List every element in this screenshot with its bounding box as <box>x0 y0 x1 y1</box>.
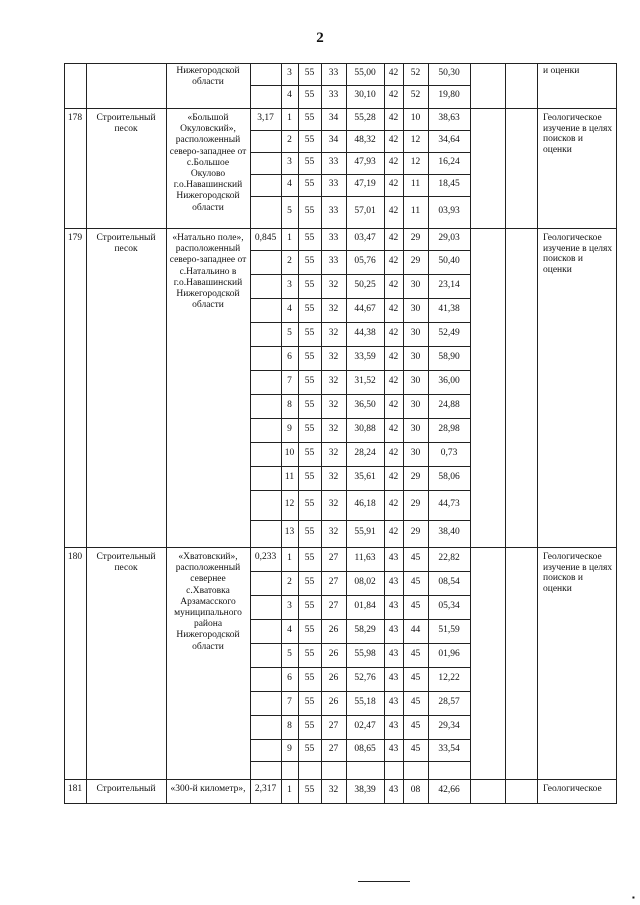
point-n: 10 <box>284 448 295 458</box>
point-deg_n: 55 <box>304 233 315 243</box>
deposit-description: «Хватовский», расположенный севернее с.Хватовка Арзамасского муниципального района Нижегородской области <box>174 552 242 652</box>
point-deg_e: 42 <box>388 304 399 314</box>
work-purpose: и оценки <box>543 66 580 76</box>
point-min_n: 33 <box>328 233 339 243</box>
point-rule <box>250 370 470 371</box>
point-sec_n: 58,29 <box>354 625 376 635</box>
point-deg_e: 42 <box>388 472 399 482</box>
point-rule <box>250 196 470 197</box>
point-deg_n: 55 <box>304 649 315 659</box>
point-min_e: 30 <box>410 400 421 410</box>
point-min_n: 32 <box>328 448 339 458</box>
point-sec_e: 52,49 <box>438 328 460 338</box>
point-sec_n: 30,88 <box>354 424 376 434</box>
point-sec_n: 02,47 <box>354 721 376 731</box>
point-sec_e: 05,34 <box>438 601 460 611</box>
point-min_e: 30 <box>410 376 421 386</box>
point-sec_e: 41,38 <box>438 304 460 314</box>
row-number: 179 <box>67 233 83 243</box>
point-sec_n: 57,01 <box>354 206 376 216</box>
point-n: 5 <box>287 649 292 659</box>
point-sec_n: 52,76 <box>354 673 376 683</box>
point-min_e: 45 <box>410 649 421 659</box>
point-sec_e: 01,96 <box>438 649 460 659</box>
point-deg_n: 55 <box>304 400 315 410</box>
point-deg_n: 55 <box>304 90 315 100</box>
point-min_n: 33 <box>328 206 339 216</box>
point-sec_e: 18,45 <box>438 179 460 189</box>
point-min_n: 27 <box>328 721 339 731</box>
point-min_n: 32 <box>328 280 339 290</box>
point-min_n: 32 <box>328 785 339 795</box>
point-deg_n: 55 <box>304 280 315 290</box>
column-rule-11 <box>470 63 471 803</box>
point-min_n: 27 <box>328 553 339 563</box>
point-min_e: 29 <box>410 256 421 266</box>
point-min_n: 33 <box>328 68 339 78</box>
point-min_e: 12 <box>410 157 421 167</box>
point-n: 3 <box>287 280 292 290</box>
point-deg_n: 55 <box>304 527 315 537</box>
point-sec_n: 50,25 <box>354 280 376 290</box>
work-purpose: Геологическое <box>543 784 602 794</box>
point-min_n: 26 <box>328 649 339 659</box>
point-min_n: 34 <box>328 135 339 145</box>
point-n: 1 <box>287 113 292 123</box>
point-min_e: 08 <box>410 785 421 795</box>
point-deg_e: 42 <box>388 68 399 78</box>
point-sec_e: 33,54 <box>438 744 460 754</box>
point-deg_n: 55 <box>304 206 315 216</box>
point-deg_n: 55 <box>304 721 315 731</box>
point-deg_e: 43 <box>388 577 399 587</box>
point-n: 4 <box>287 304 292 314</box>
point-deg_n: 55 <box>304 179 315 189</box>
point-sec_n: 46,18 <box>354 499 376 509</box>
point-rule <box>250 394 470 395</box>
point-min_e: 45 <box>410 697 421 707</box>
mineral-type: Строительный <box>96 784 156 794</box>
point-min_e: 29 <box>410 233 421 243</box>
column-rule-2 <box>166 63 167 803</box>
point-rule <box>250 442 470 443</box>
point-rule <box>250 571 470 572</box>
point-sec_n: 31,52 <box>354 376 376 386</box>
area-value: 3,17 <box>257 113 274 123</box>
point-rule <box>250 761 470 762</box>
point-min_n: 32 <box>328 304 339 314</box>
point-min_n: 33 <box>328 256 339 266</box>
point-deg_n: 55 <box>304 113 315 123</box>
point-deg_e: 43 <box>388 785 399 795</box>
point-min_n: 27 <box>328 744 339 754</box>
point-sec_e: 08,54 <box>438 577 460 587</box>
point-rule <box>250 322 470 323</box>
point-rule <box>250 130 470 131</box>
point-rule <box>250 619 470 620</box>
point-deg_e: 42 <box>388 527 399 537</box>
point-rule <box>250 174 470 175</box>
point-n: 9 <box>287 424 292 434</box>
point-deg_e: 42 <box>388 424 399 434</box>
point-sec_e: 36,00 <box>438 376 460 386</box>
point-min_e: 45 <box>410 577 421 587</box>
point-min_n: 33 <box>328 157 339 167</box>
row-number: 180 <box>67 552 83 562</box>
point-sec_n: 55,98 <box>354 649 376 659</box>
point-n: 2 <box>287 577 292 587</box>
point-sec_n: 38,39 <box>354 785 376 795</box>
point-deg_n: 55 <box>304 68 315 78</box>
row-rule <box>64 547 617 548</box>
point-sec_e: 42,66 <box>438 785 460 795</box>
point-rule <box>250 490 470 491</box>
point-min_e: 11 <box>410 206 421 216</box>
point-rule <box>250 152 470 153</box>
point-sec_n: 05,76 <box>354 256 376 266</box>
point-min_n: 32 <box>328 376 339 386</box>
point-deg_e: 43 <box>388 744 399 754</box>
point-min_e: 30 <box>410 352 421 362</box>
point-deg_n: 55 <box>304 553 315 563</box>
mineral-type: Строительный песок <box>96 113 156 135</box>
point-sec_n: 47,19 <box>354 179 376 189</box>
point-rule <box>250 715 470 716</box>
point-min_n: 26 <box>328 625 339 635</box>
point-rule <box>250 418 470 419</box>
point-rule <box>250 739 470 740</box>
area-value: 0,233 <box>254 552 277 562</box>
point-sec_e: 19,80 <box>438 90 460 100</box>
point-n: 13 <box>284 527 295 537</box>
point-sec_e: 29,34 <box>438 721 460 731</box>
point-deg_n: 55 <box>304 625 315 635</box>
footer-rule <box>358 881 410 882</box>
column-rule-12 <box>505 63 506 803</box>
point-n: 1 <box>287 233 292 243</box>
point-sec_n: 33,59 <box>354 352 376 362</box>
point-min_e: 30 <box>410 448 421 458</box>
point-min_e: 45 <box>410 553 421 563</box>
point-min_e: 11 <box>410 179 421 189</box>
column-rule-13 <box>537 63 538 803</box>
point-min_e: 45 <box>410 744 421 754</box>
point-deg_e: 42 <box>388 179 399 189</box>
point-n: 12 <box>284 499 295 509</box>
point-min_e: 30 <box>410 280 421 290</box>
point-min_e: 29 <box>410 472 421 482</box>
point-sec_e: 58,06 <box>438 472 460 482</box>
point-sec_e: 16,24 <box>438 157 460 167</box>
point-n: 3 <box>287 157 292 167</box>
point-sec_e: 50,30 <box>438 68 460 78</box>
row-rule <box>64 228 617 229</box>
point-sec_e: 22,82 <box>438 553 460 563</box>
point-min_n: 32 <box>328 328 339 338</box>
row-number: 178 <box>67 113 83 123</box>
point-n: 8 <box>287 721 292 731</box>
point-n: 1 <box>287 553 292 563</box>
column-rule-14 <box>616 63 617 803</box>
point-deg_e: 43 <box>388 673 399 683</box>
point-deg_e: 42 <box>388 113 399 123</box>
point-deg_n: 55 <box>304 135 315 145</box>
column-rule-1 <box>86 63 87 803</box>
point-n: 3 <box>287 68 292 78</box>
point-deg_e: 43 <box>388 649 399 659</box>
point-deg_n: 55 <box>304 499 315 509</box>
point-sec_e: 34,64 <box>438 135 460 145</box>
column-rule-0 <box>64 63 65 803</box>
work-purpose: Геологическое изучение в целях поисков и оценки <box>543 113 613 155</box>
deposit-description: «Большой Окуловский», расположенный северо-западнее от с.Большое Окулово г.о.Навашинский Нижегородской области <box>169 113 247 213</box>
point-sec_n: 48,32 <box>354 135 376 145</box>
point-sec_e: 0,73 <box>440 448 458 458</box>
point-sec_n: 08,02 <box>354 577 376 587</box>
point-n: 3 <box>287 601 292 611</box>
mineral-type: Строительный песок <box>96 233 156 255</box>
deposit-description: Нижегородской области <box>176 66 240 88</box>
point-min_n: 26 <box>328 673 339 683</box>
point-n: 1 <box>287 785 292 795</box>
point-sec_e: 28,98 <box>438 424 460 434</box>
point-deg_e: 42 <box>388 206 399 216</box>
point-deg_e: 43 <box>388 553 399 563</box>
point-min_n: 32 <box>328 400 339 410</box>
point-sec_e: 24,88 <box>438 400 460 410</box>
point-deg_e: 43 <box>388 625 399 635</box>
point-sec_n: 44,67 <box>354 304 376 314</box>
point-deg_n: 55 <box>304 673 315 683</box>
point-n: 5 <box>287 206 292 216</box>
point-n: 11 <box>284 472 295 482</box>
point-min_n: 32 <box>328 527 339 537</box>
point-sec_e: 58,90 <box>438 352 460 362</box>
point-deg_e: 42 <box>388 352 399 362</box>
point-deg_e: 43 <box>388 721 399 731</box>
point-deg_e: 42 <box>388 280 399 290</box>
point-sec_n: 55,28 <box>354 113 376 123</box>
point-sec_e: 38,40 <box>438 527 460 537</box>
point-deg_n: 55 <box>304 328 315 338</box>
point-min_n: 26 <box>328 697 339 707</box>
point-sec_n: 35,61 <box>354 472 376 482</box>
point-deg_n: 55 <box>304 304 315 314</box>
point-n: 6 <box>287 673 292 683</box>
point-deg_e: 42 <box>388 448 399 458</box>
point-min_e: 52 <box>410 90 421 100</box>
point-n: 2 <box>287 256 292 266</box>
deposit-description: «300-й километр», <box>170 784 246 794</box>
point-sec_e: 44,73 <box>438 499 460 509</box>
point-sec_n: 03,47 <box>354 233 376 243</box>
point-deg_e: 43 <box>388 601 399 611</box>
point-min_e: 44 <box>410 625 421 635</box>
point-rule <box>250 520 470 521</box>
point-min_e: 52 <box>410 68 421 78</box>
point-deg_e: 42 <box>388 499 399 509</box>
point-deg_e: 42 <box>388 256 399 266</box>
point-sec_n: 55,18 <box>354 697 376 707</box>
point-sec_e: 50,40 <box>438 256 460 266</box>
area-value: 0,845 <box>254 233 277 243</box>
point-deg_n: 55 <box>304 744 315 754</box>
point-rule <box>250 346 470 347</box>
point-deg_e: 42 <box>388 90 399 100</box>
point-deg_n: 55 <box>304 424 315 434</box>
point-n: 4 <box>287 90 292 100</box>
point-sec_n: 08,65 <box>354 744 376 754</box>
point-deg_n: 55 <box>304 577 315 587</box>
point-rule <box>250 691 470 692</box>
point-rule <box>250 643 470 644</box>
point-sec_n: 11,63 <box>354 553 376 563</box>
point-deg_n: 55 <box>304 448 315 458</box>
point-min_n: 33 <box>328 179 339 189</box>
area-value: 2,317 <box>254 784 277 794</box>
point-sec_n: 28,24 <box>354 448 376 458</box>
point-min_e: 45 <box>410 721 421 731</box>
point-n: 4 <box>287 625 292 635</box>
point-deg_n: 55 <box>304 697 315 707</box>
point-n: 2 <box>287 135 292 145</box>
point-min_e: 45 <box>410 601 421 611</box>
point-min_n: 32 <box>328 424 339 434</box>
point-min_n: 32 <box>328 352 339 362</box>
page-number: 2 <box>316 30 324 46</box>
point-deg_n: 55 <box>304 256 315 266</box>
corner-mark: ▪ <box>632 893 635 902</box>
point-sec_e: 23,14 <box>438 280 460 290</box>
work-purpose: Геологическое изучение в целях поисков и оценки <box>543 552 613 594</box>
point-n: 9 <box>287 744 292 754</box>
point-min_n: 27 <box>328 601 339 611</box>
point-n: 4 <box>287 179 292 189</box>
point-deg_n: 55 <box>304 601 315 611</box>
point-sec_n: 01,84 <box>354 601 376 611</box>
point-deg_e: 42 <box>388 135 399 145</box>
point-n: 6 <box>287 352 292 362</box>
point-deg_n: 55 <box>304 472 315 482</box>
point-rule <box>250 595 470 596</box>
point-min_e: 30 <box>410 304 421 314</box>
row-rule <box>64 779 617 780</box>
point-rule <box>250 250 470 251</box>
point-sec_n: 55,00 <box>354 68 376 78</box>
point-min_e: 45 <box>410 673 421 683</box>
point-sec_n: 36,50 <box>354 400 376 410</box>
point-min_n: 34 <box>328 113 339 123</box>
row-number: 181 <box>67 784 83 794</box>
row-rule <box>64 108 617 109</box>
point-n: 7 <box>287 697 292 707</box>
point-sec_n: 55,91 <box>354 527 376 537</box>
table-top-rule <box>64 63 617 64</box>
mineral-type: Строительный песок <box>96 552 156 574</box>
point-rule <box>250 298 470 299</box>
point-n: 7 <box>287 376 292 386</box>
point-min_n: 33 <box>328 90 339 100</box>
work-purpose: Геологическое изучение в целях поисков и оценки <box>543 233 613 275</box>
point-sec_e: 03,93 <box>438 206 460 216</box>
point-min_n: 27 <box>328 577 339 587</box>
point-min_e: 30 <box>410 328 421 338</box>
point-min_n: 32 <box>328 472 339 482</box>
point-min_n: 32 <box>328 499 339 509</box>
point-rule <box>250 466 470 467</box>
point-min_e: 12 <box>410 135 421 145</box>
point-sec_n: 30,10 <box>354 90 376 100</box>
point-deg_e: 42 <box>388 233 399 243</box>
deposit-description: «Натально поле», расположенный северо-западнее от с.Натальино в г.о.Навашинский Нижегородской области <box>169 233 247 311</box>
point-min_e: 29 <box>410 527 421 537</box>
point-rule <box>250 667 470 668</box>
point-min_e: 29 <box>410 499 421 509</box>
point-deg_n: 55 <box>304 785 315 795</box>
point-sec_e: 51,59 <box>438 625 460 635</box>
point-min_e: 30 <box>410 424 421 434</box>
point-min_e: 10 <box>410 113 421 123</box>
point-sec_e: 29,03 <box>438 233 460 243</box>
point-rule <box>250 85 470 86</box>
point-deg_n: 55 <box>304 352 315 362</box>
point-sec_e: 38,63 <box>438 113 460 123</box>
point-n: 5 <box>287 328 292 338</box>
point-deg_n: 55 <box>304 157 315 167</box>
point-deg_e: 42 <box>388 328 399 338</box>
point-deg_e: 42 <box>388 400 399 410</box>
point-deg_n: 55 <box>304 376 315 386</box>
point-deg_e: 42 <box>388 157 399 167</box>
point-sec_n: 44,38 <box>354 328 376 338</box>
point-sec_e: 12,22 <box>438 673 460 683</box>
point-n: 8 <box>287 400 292 410</box>
table-bottom-rule <box>64 803 617 804</box>
point-sec_e: 28,57 <box>438 697 460 707</box>
point-deg_e: 42 <box>388 376 399 386</box>
point-sec_n: 47,93 <box>354 157 376 167</box>
point-deg_e: 43 <box>388 697 399 707</box>
point-rule <box>250 274 470 275</box>
